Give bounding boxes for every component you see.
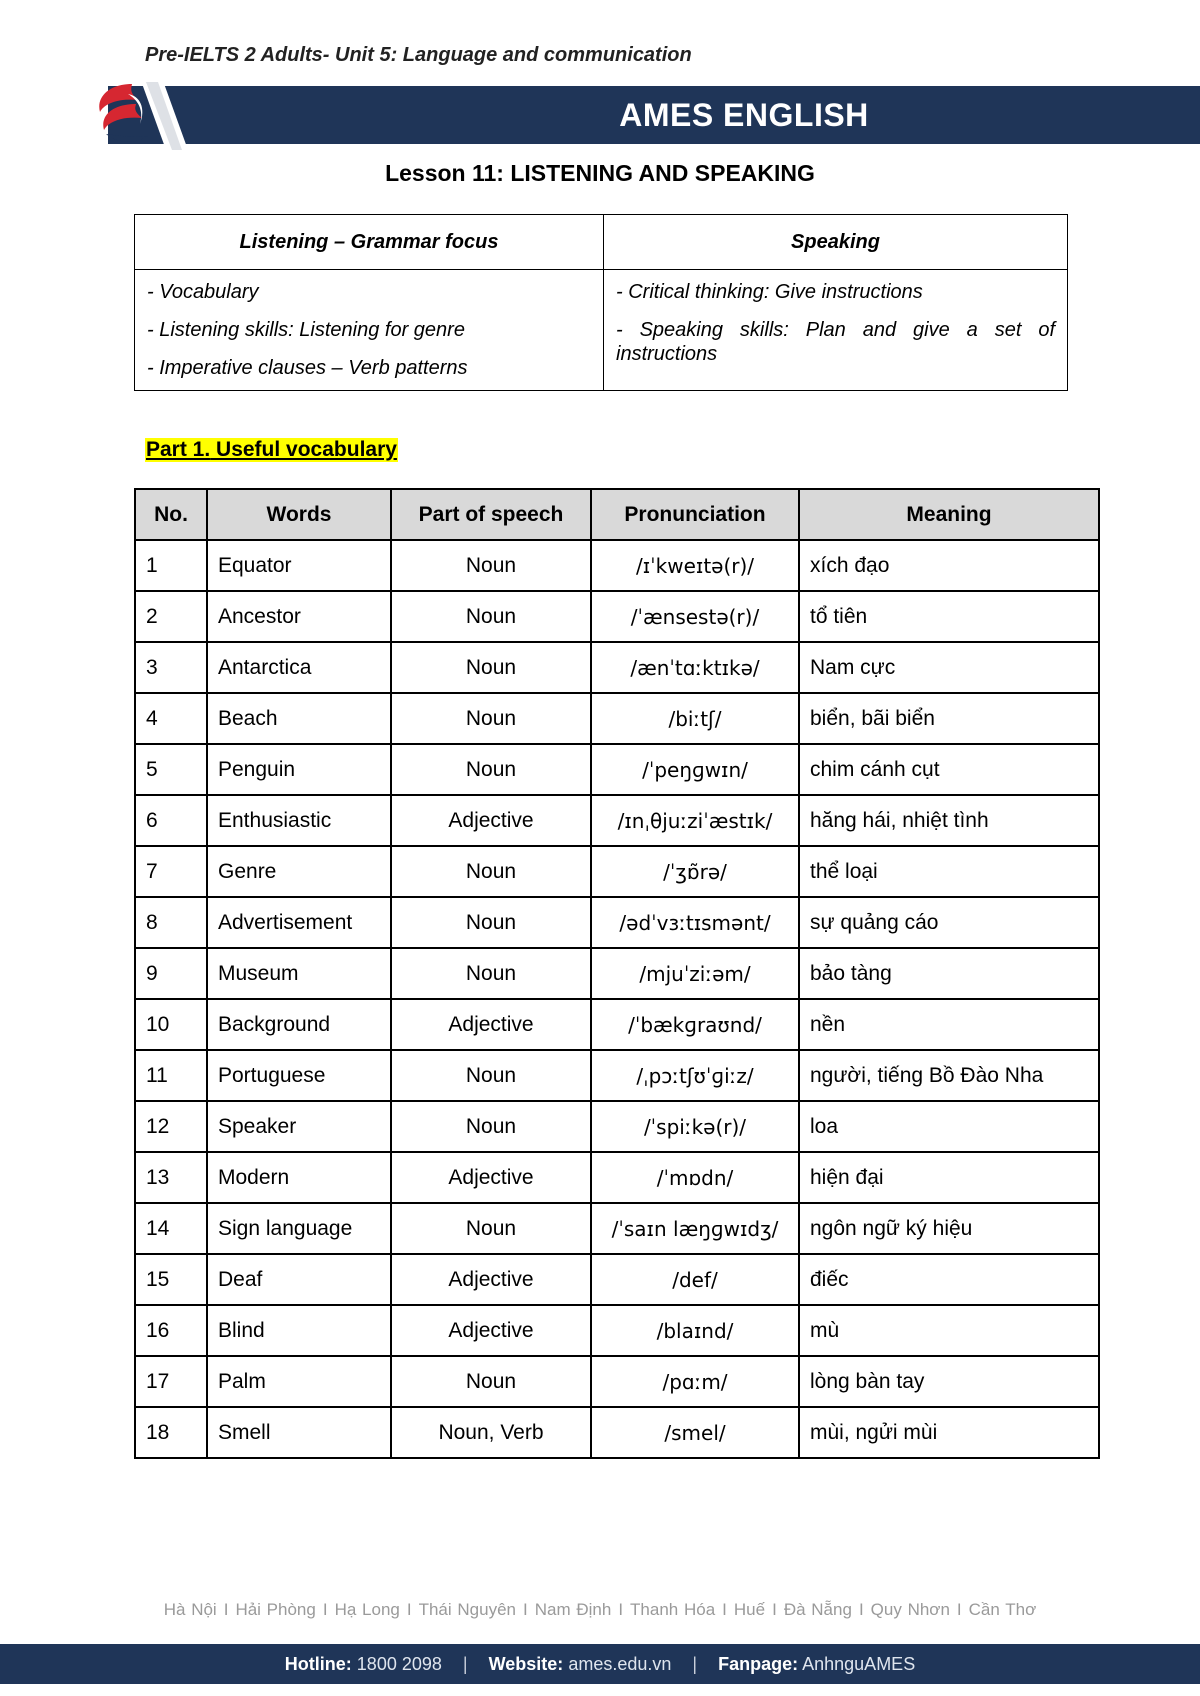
vocab-meaning: sự quảng cáo bbox=[799, 897, 1099, 948]
vocab-pronunciation: /ˈpeŋɡwɪn/ bbox=[591, 744, 799, 795]
table-row bbox=[135, 1152, 1099, 1203]
table-row bbox=[135, 1254, 1099, 1305]
vocab-pronunciation: /ˌpɔːtʃʊˈɡiːz/ bbox=[591, 1050, 799, 1101]
table-row bbox=[135, 1356, 1099, 1407]
vocab-meaning: người, tiếng Bồ Đào Nha bbox=[799, 1050, 1099, 1101]
table-row bbox=[135, 591, 1099, 642]
focus-speaking-item: - Critical thinking: Give instructions bbox=[616, 281, 923, 303]
vocab-meaning: hăng hái, nhiệt tình bbox=[799, 795, 1099, 846]
hotline-value: 1800 2098 bbox=[356, 1654, 442, 1674]
vocab-part-of-speech: Noun bbox=[391, 1203, 591, 1254]
table-row bbox=[135, 744, 1099, 795]
city-name: Hải Phòng bbox=[235, 1600, 316, 1619]
city-name: Đà Nẵng bbox=[783, 1600, 852, 1619]
part1-prefix: Part 1. bbox=[146, 438, 211, 461]
city-name: Huế bbox=[733, 1600, 766, 1619]
vocab-meaning: hiện đại bbox=[799, 1152, 1099, 1203]
vocab-pronunciation: /mjuˈziːəm/ bbox=[591, 948, 799, 999]
city-separator: I bbox=[618, 1600, 624, 1619]
vocab-meaning: nền bbox=[799, 999, 1099, 1050]
focus-header-speaking: Speaking bbox=[604, 215, 1068, 270]
hotline-label: Hotline: bbox=[284, 1654, 352, 1674]
vocab-header-row bbox=[135, 489, 1099, 540]
vocab-part-of-speech: Noun bbox=[391, 744, 591, 795]
ames-logo-icon bbox=[88, 74, 208, 150]
vocab-part-of-speech: Noun bbox=[391, 693, 591, 744]
vocab-no: 17 bbox=[135, 1356, 207, 1407]
vocab-word: Antarctica bbox=[207, 642, 391, 693]
vocab-no: 11 bbox=[135, 1050, 207, 1101]
contact-footer bbox=[0, 1644, 1200, 1684]
running-head: Pre-IELTS 2 Adults- Unit 5: Language and communication bbox=[145, 44, 692, 66]
vocab-no: 3 bbox=[135, 642, 207, 693]
city-separator: I bbox=[522, 1600, 528, 1619]
city-separator: I bbox=[406, 1600, 412, 1619]
vocab-word: Ancestor bbox=[207, 591, 391, 642]
vocab-word: Genre bbox=[207, 846, 391, 897]
vocab-word: Speaker bbox=[207, 1101, 391, 1152]
vocab-word: Sign language bbox=[207, 1203, 391, 1254]
vocab-part-of-speech: Noun, Verb bbox=[391, 1407, 591, 1458]
vocab-meaning: chim cánh cụt bbox=[799, 744, 1099, 795]
fanpage-link[interactable]: AnhnguAMES bbox=[802, 1654, 916, 1674]
vocab-no: 4 bbox=[135, 693, 207, 744]
vocab-word: Advertisement bbox=[207, 897, 391, 948]
vocab-word: Portuguese bbox=[207, 1050, 391, 1101]
city-separator: I bbox=[322, 1600, 328, 1619]
vocab-no: 6 bbox=[135, 795, 207, 846]
office-cities bbox=[0, 1600, 1200, 1620]
vocab-no: 14 bbox=[135, 1203, 207, 1254]
vocab-no: 12 bbox=[135, 1101, 207, 1152]
city-separator: I bbox=[722, 1600, 727, 1619]
vocab-part-of-speech: Noun bbox=[391, 591, 591, 642]
vocab-part-of-speech: Adjective bbox=[391, 999, 591, 1050]
vocab-part-of-speech: Adjective bbox=[391, 1254, 591, 1305]
table-row bbox=[135, 846, 1099, 897]
vocab-pronunciation: /ˈʒɒ̃rə/ bbox=[591, 846, 799, 897]
city-name: Thái Nguyên bbox=[418, 1600, 516, 1619]
vocab-meaning: ngôn ngữ ký hiệu bbox=[799, 1203, 1099, 1254]
vocab-no: 15 bbox=[135, 1254, 207, 1305]
vocab-pronunciation: /smel/ bbox=[591, 1407, 799, 1458]
col-header-words: Words bbox=[207, 489, 391, 540]
table-row bbox=[135, 948, 1099, 999]
vocab-meaning: biển, bãi biển bbox=[799, 693, 1099, 744]
vocab-word: Beach bbox=[207, 693, 391, 744]
city-name: Hà Nội bbox=[163, 1600, 217, 1619]
city-separator: I bbox=[956, 1600, 962, 1619]
vocab-meaning: xích đạo bbox=[799, 540, 1099, 591]
focus-speaking-cell bbox=[604, 270, 1068, 391]
city-name: Nam Định bbox=[534, 1600, 612, 1619]
table-row bbox=[135, 897, 1099, 948]
vocab-part-of-speech: Noun bbox=[391, 1050, 591, 1101]
vocab-no: 2 bbox=[135, 591, 207, 642]
city-name: Cần Thơ bbox=[968, 1600, 1037, 1619]
fanpage-label: Fanpage: bbox=[718, 1654, 799, 1674]
vocab-no: 8 bbox=[135, 897, 207, 948]
vocab-pronunciation: /ˈsaɪn læŋɡwɪdʒ/ bbox=[591, 1203, 799, 1254]
table-row bbox=[135, 1203, 1099, 1254]
vocab-pronunciation: /biːtʃ/ bbox=[591, 693, 799, 744]
vocab-no: 13 bbox=[135, 1152, 207, 1203]
focus-header-listening: Listening – Grammar focus bbox=[135, 215, 604, 270]
table-row bbox=[135, 693, 1099, 744]
vocab-meaning: mùi, ngửi mùi bbox=[799, 1407, 1099, 1458]
focus-speaking-item: - Speaking skills: Plan and give a set of instructions bbox=[616, 319, 1055, 365]
city-separator: I bbox=[772, 1600, 777, 1619]
vocab-meaning: Nam cực bbox=[799, 642, 1099, 693]
vocab-word: Blind bbox=[207, 1305, 391, 1356]
vocab-part-of-speech: Noun bbox=[391, 642, 591, 693]
vocab-part-of-speech: Noun bbox=[391, 846, 591, 897]
vocab-meaning: lòng bàn tay bbox=[799, 1356, 1099, 1407]
vocab-part-of-speech: Noun bbox=[391, 897, 591, 948]
col-header-no: No. bbox=[135, 489, 207, 540]
vocabulary-table bbox=[134, 488, 1100, 1459]
table-row bbox=[135, 999, 1099, 1050]
vocab-word: Museum bbox=[207, 948, 391, 999]
website-link[interactable]: ames.edu.vn bbox=[568, 1654, 672, 1674]
col-header-part-of-speech: Part of speech bbox=[391, 489, 591, 540]
vocab-no: 1 bbox=[135, 540, 207, 591]
vocab-meaning: thể loại bbox=[799, 846, 1099, 897]
vocab-no: 9 bbox=[135, 948, 207, 999]
vocab-pronunciation: /ˈmɒdn/ bbox=[591, 1152, 799, 1203]
vocab-word: Deaf bbox=[207, 1254, 391, 1305]
vocab-word: Palm bbox=[207, 1356, 391, 1407]
table-row bbox=[135, 1050, 1099, 1101]
vocab-meaning: tổ tiên bbox=[799, 591, 1099, 642]
brand-banner bbox=[108, 86, 1200, 144]
vocab-part-of-speech: Noun bbox=[391, 1101, 591, 1152]
footer-separator: | bbox=[462, 1654, 468, 1674]
focus-listening-cell bbox=[135, 270, 604, 391]
vocab-part-of-speech: Adjective bbox=[391, 1152, 591, 1203]
vocab-word: Smell bbox=[207, 1407, 391, 1458]
part1-title: Useful vocabulary bbox=[210, 438, 397, 461]
brand-title: AMES ENGLISH bbox=[619, 97, 869, 133]
vocab-word: Equator bbox=[207, 540, 391, 591]
city-name: Quy Nhơn bbox=[870, 1600, 950, 1619]
footer-separator: | bbox=[692, 1654, 698, 1674]
vocab-meaning: điếc bbox=[799, 1254, 1099, 1305]
table-row bbox=[135, 795, 1099, 846]
city-separator: I bbox=[223, 1600, 229, 1619]
table-row bbox=[135, 1101, 1099, 1152]
focus-listening-item: - Listening skills: Listening for genre bbox=[147, 319, 465, 341]
vocab-pronunciation: /ˈbækɡraʊnd/ bbox=[591, 999, 799, 1050]
table-row bbox=[135, 1305, 1099, 1356]
col-header-meaning: Meaning bbox=[799, 489, 1099, 540]
focus-listening-item: - Imperative clauses – Verb patterns bbox=[147, 357, 468, 379]
vocab-pronunciation: /ˈspiːkə(r)/ bbox=[591, 1101, 799, 1152]
vocab-pronunciation: /ˈænsestə(r)/ bbox=[591, 591, 799, 642]
vocab-word: Modern bbox=[207, 1152, 391, 1203]
vocab-no: 10 bbox=[135, 999, 207, 1050]
vocab-pronunciation: /pɑːm/ bbox=[591, 1356, 799, 1407]
vocab-part-of-speech: Adjective bbox=[391, 795, 591, 846]
lesson-title: Lesson 11: LISTENING AND SPEAKING bbox=[385, 160, 815, 186]
vocab-meaning: bảo tàng bbox=[799, 948, 1099, 999]
vocab-word: Penguin bbox=[207, 744, 391, 795]
vocab-meaning: loa bbox=[799, 1101, 1099, 1152]
table-row bbox=[135, 1407, 1099, 1458]
city-name: Hạ Long bbox=[334, 1600, 400, 1619]
city-separator: I bbox=[858, 1600, 864, 1619]
vocab-pronunciation: /def/ bbox=[591, 1254, 799, 1305]
lesson-focus-table bbox=[134, 214, 1068, 391]
vocab-pronunciation: /blaɪnd/ bbox=[591, 1305, 799, 1356]
vocab-pronunciation: /ədˈvɜːtɪsmənt/ bbox=[591, 897, 799, 948]
vocab-no: 5 bbox=[135, 744, 207, 795]
vocab-no: 7 bbox=[135, 846, 207, 897]
vocab-part-of-speech: Noun bbox=[391, 540, 591, 591]
vocab-part-of-speech: Noun bbox=[391, 948, 591, 999]
vocab-part-of-speech: Adjective bbox=[391, 1305, 591, 1356]
vocab-pronunciation: /ɪnˌθjuːziˈæstɪk/ bbox=[591, 795, 799, 846]
col-header-pronunciation: Pronunciation bbox=[591, 489, 799, 540]
focus-listening-item: - Vocabulary bbox=[147, 281, 259, 303]
vocab-no: 16 bbox=[135, 1305, 207, 1356]
vocab-no: 18 bbox=[135, 1407, 207, 1458]
vocab-pronunciation: /ɪˈkweɪtə(r)/ bbox=[591, 540, 799, 591]
vocab-word: Background bbox=[207, 999, 391, 1050]
city-name: Thanh Hóa bbox=[630, 1600, 716, 1619]
website-label: Website: bbox=[488, 1654, 564, 1674]
vocab-pronunciation: /ænˈtɑːktɪkə/ bbox=[591, 642, 799, 693]
part1-heading bbox=[145, 438, 398, 462]
table-row bbox=[135, 642, 1099, 693]
vocab-part-of-speech: Noun bbox=[391, 1356, 591, 1407]
vocab-word: Enthusiastic bbox=[207, 795, 391, 846]
vocab-meaning: mù bbox=[799, 1305, 1099, 1356]
table-row bbox=[135, 540, 1099, 591]
